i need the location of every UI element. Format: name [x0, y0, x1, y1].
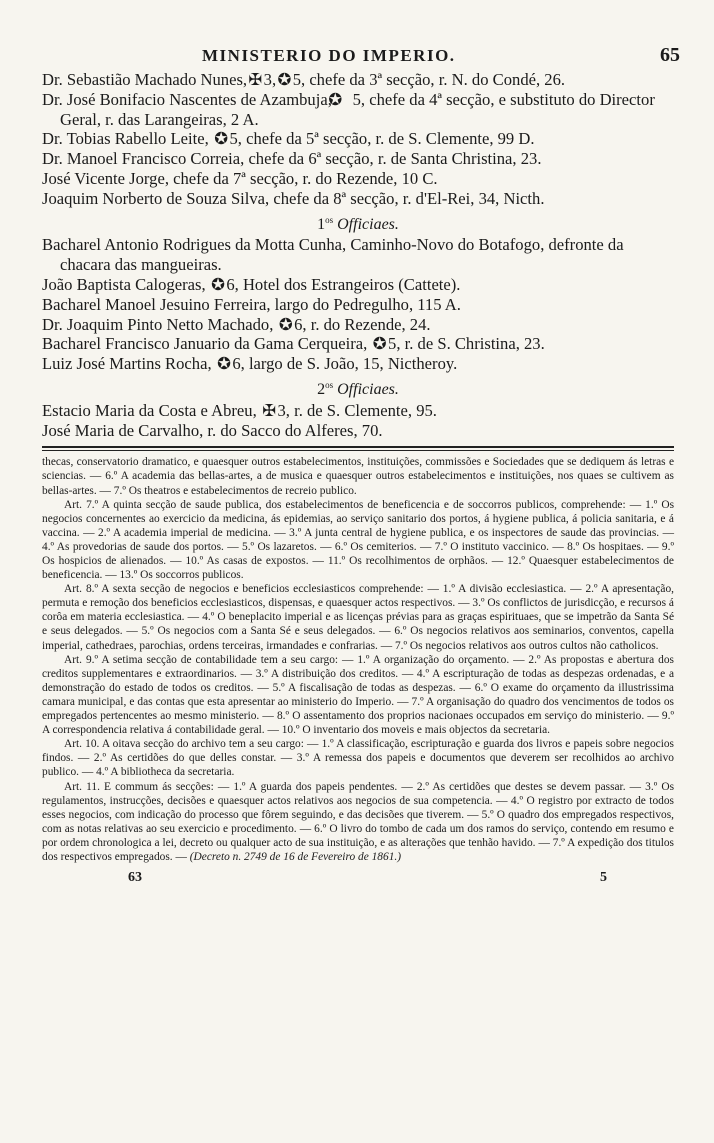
- section-heading-primeiros-officiaes: $1^{os}$ Officiaes.: [317, 214, 399, 233]
- directory-entry: Bacharel Manoel Jesuino Ferreira, largo do Pedregulho, 115 A.: [42, 294, 461, 314]
- directory-entry: Dr. Sebastião Machado Nunes,✠3,✪5, chefe da 3ª secção, r. N. do Condé, 26.: [42, 70, 566, 89]
- page-number: 65: [660, 44, 680, 66]
- running-title: MINISTERIO DO IMPERIO.: [202, 46, 456, 65]
- decree-citation: (Decreto n. 2749 de 16 de Fevereiro de 1861.): [189, 850, 402, 863]
- note-paragraph: Art. 11. E commum ás secções: — 1.º A guarda dos papeis pendentes. — 2.º As certidões que destes se devem passar. — 3.º Os regulamentos, instrucções, decisões e quaesquer actos relativos aos negocios de sua competencia. — 4.º O registro por extracto de todos esses negocios, com indicação do processo que fôrem seguindo, e das decisões que tiverem. — 5.º O quadro dos empregados respectivos, com as notas relativas ao seu exercicio e procedimento. — 6.º O livro do tombo de cada um dos ramos do serviço, contendo em resumo e por ordem chronologica a lei, decreto ou qualquer acto de sua instituição, e as alterações que tenhão havido. — 7.º A expedição dos titulos dos respectivos empregados. — (Decreto n. 2749 de 16 de Fevereiro de 1861.): [42, 780, 674, 863]
- note-paragraph: Art. 8.º A sexta secção de negocios e beneficios ecclesiasticos comprehende: — 1.º A divisão ecclesiastica. — 2.º A apresentação, permuta e remoção dos beneficios ecclesiasticos, dispensas, e quaesquer actos respectivos. — 3.º Os conflictos de jurisdicção, e recursos á corôa em materia ecclesiastica. — 4.º O beneplacito imperial e as licenças prévias para as graças espirituaes, que se impetrão da Santa Sé e seus delegados. — 5.º Os negocios com a Santa Sé e seus delegados. — 6.º Os negocios relativos aos seminarios, conventos, capella imperial, cathedraes, parochias, ordens terceiras, irmandades e confrarias. — 7.º Os negocios relativos aos outros cultos não catholicos.: [42, 583, 674, 652]
- directory-entry: Dr. Tobias Rabello Leite, ✪5, chefe da 5ª secção, r. de S. Clemente, 99 D.: [42, 129, 535, 149]
- page-header: [42, 40, 680, 70]
- divider: [42, 450, 674, 451]
- directory-entry: José Maria de Carvalho, r. do Sacco do Alferes, 70.: [42, 420, 383, 440]
- directory-entry: Dr. José Bonifacio Nascentes de Azambuja, ✪ 5, chefe da 4ª secção, e substituto do Director Geral, r. das Larangeiras, 2 A.: [42, 89, 655, 129]
- almanac-page: [42, 40, 680, 890]
- directory-entry: Joaquim Norberto de Souza Silva, chefe da 8ª secção, r. d'El-Rei, 34, Nicth.: [42, 188, 545, 208]
- note-paragraph: Art. 7.º A quinta secção de saude publica, dos estabelecimentos de beneficencia e de soccorros publicos, comprehende: — 1.º Os negocios concernentes ao exercicio da medicina, ás epidemias, ao serviço sanitario dos portos, á hygiene publica, á policia sanitaria, e á vaccina. — 2.º A academia imperial de medicina. — 3.º A junta central de hygiene publica, e os inspectores de saude das provincias. — 4.º As provedorias de saude dos portos. — 5.º Os lazaretos. — 6.º Os cemiterios. — 7.º O instituto vaccinico. — 8.º Os hospitaes. — 9.º Os hospicios de alienados. — 10.º As casas de expostos. — 11.º Os recolhimentos de orphãos. — 12.º Quaesquer estabelecimentos de beneficencia. — 13.º Os soccorros publicos.: [42, 498, 674, 582]
- note-paragraph: Art. 9.º A setima secção de contabilidade tem a seu cargo: — 1.º A organização do orçamento. — 2.º As propostas e abertura dos creditos supplementares e extraordinarios. — 3.º A distribuição dos creditos. — 4.º A escripturação de todas as despezas ordenadas, e a demonstração do estado de todos os creditos. — 5.º A fiscalisação de todas as despezas. — 6.º O exame do orçamento da illustrissima camara municipal, e das contas que esta apresentar ao ministerio do Imperio. — 7.º A organisação do quadro dos vencimentos de todos os empregados pertencentes ao mesmo ministerio. — 8.º O assentamento dos proprios nacionaes occupados em serviço do ministerio. — 9.º A correspondencia relativa á contabilidade geral. — 10.º O inventario dos moveis e mais objectos da secretaria.: [42, 653, 674, 737]
- signature-mark-right: 5: [600, 870, 607, 886]
- order-cross-icon: ✠: [262, 400, 277, 420]
- staff-directory: [42, 70, 674, 440]
- decoration-badge-icon: ✪: [278, 314, 293, 334]
- directory-entry: Bacharel Antonio Rodrigues da Motta Cunha, Caminho-Novo do Botafogo, defronte da chacara das mangueiras.: [42, 235, 624, 275]
- directory-entry: Estacio Maria da Costa e Abreu, ✠3, r. de S. Clemente, 95.: [42, 400, 437, 420]
- note-paragraph: thecas, conservatorio dramatico, e quaesquer outros estabelecimentos, instituições, commissões e Sociedades que se dediquem ás letras e sciencias. — 6.º A academia das bellas-artes, a de musica e quaesquer outros estabelecimentos e instituições, nos quaes se cultivem as bellas-artes. — 7.º Os theatros e estabelecimentos de recreio publico.: [42, 456, 674, 497]
- note-paragraph: Art. 10. A oitava secção do archivo tem a seu cargo: — 1.º A classificação, escripturação e guarda dos livros e papeis sobre negocios findos. — 2.º As certidões do que delles constar. — 3.º A remessa dos papeis e documentos que deverem ser recolhidos ao archivo publico. — 4.º A bibliotheca da secretaria.: [42, 738, 674, 779]
- decoration-badge-icon: ✪: [211, 274, 226, 294]
- directory-entry: João Baptista Calogeras, ✪6, Hotel dos Estrangeiros (Cattete).: [42, 274, 461, 294]
- decoration-badge-icon: ✪: [328, 89, 343, 109]
- order-cross-icon: ✠: [248, 70, 263, 89]
- directory-entry: Luiz José Martins Rocha, ✪6, largo de S. João, 15, Nictheroy.: [42, 354, 458, 374]
- decoration-badge-icon: ✪: [372, 334, 387, 354]
- directory-entry: Dr. Manoel Francisco Correia, chefe da 6ª secção, r. de Santa Christina, 23.: [42, 149, 542, 169]
- decoration-badge-icon: ✪: [277, 70, 292, 89]
- section-heading-segundos-officiaes: $2^{os}$ Officiaes.: [317, 379, 399, 398]
- page-footer: [42, 868, 674, 890]
- directory-entry: Bacharel Francisco Januario da Gama Cerqueira, ✪5, r. de S. Christina, 23.: [42, 334, 545, 354]
- directory-entry: José Vicente Jorge, chefe da 7ª secção, r. do Rezende, 10 C.: [42, 168, 438, 188]
- signature-mark-left: 63: [128, 870, 142, 886]
- decoration-badge-icon: ✪: [217, 354, 231, 374]
- divider: [42, 446, 674, 448]
- regulation-notes: [42, 455, 674, 864]
- directory-entry: Dr. Joaquim Pinto Netto Machado, ✪6, r. do Rezende, 24.: [42, 314, 431, 334]
- decoration-badge-icon: ✪: [214, 129, 229, 149]
